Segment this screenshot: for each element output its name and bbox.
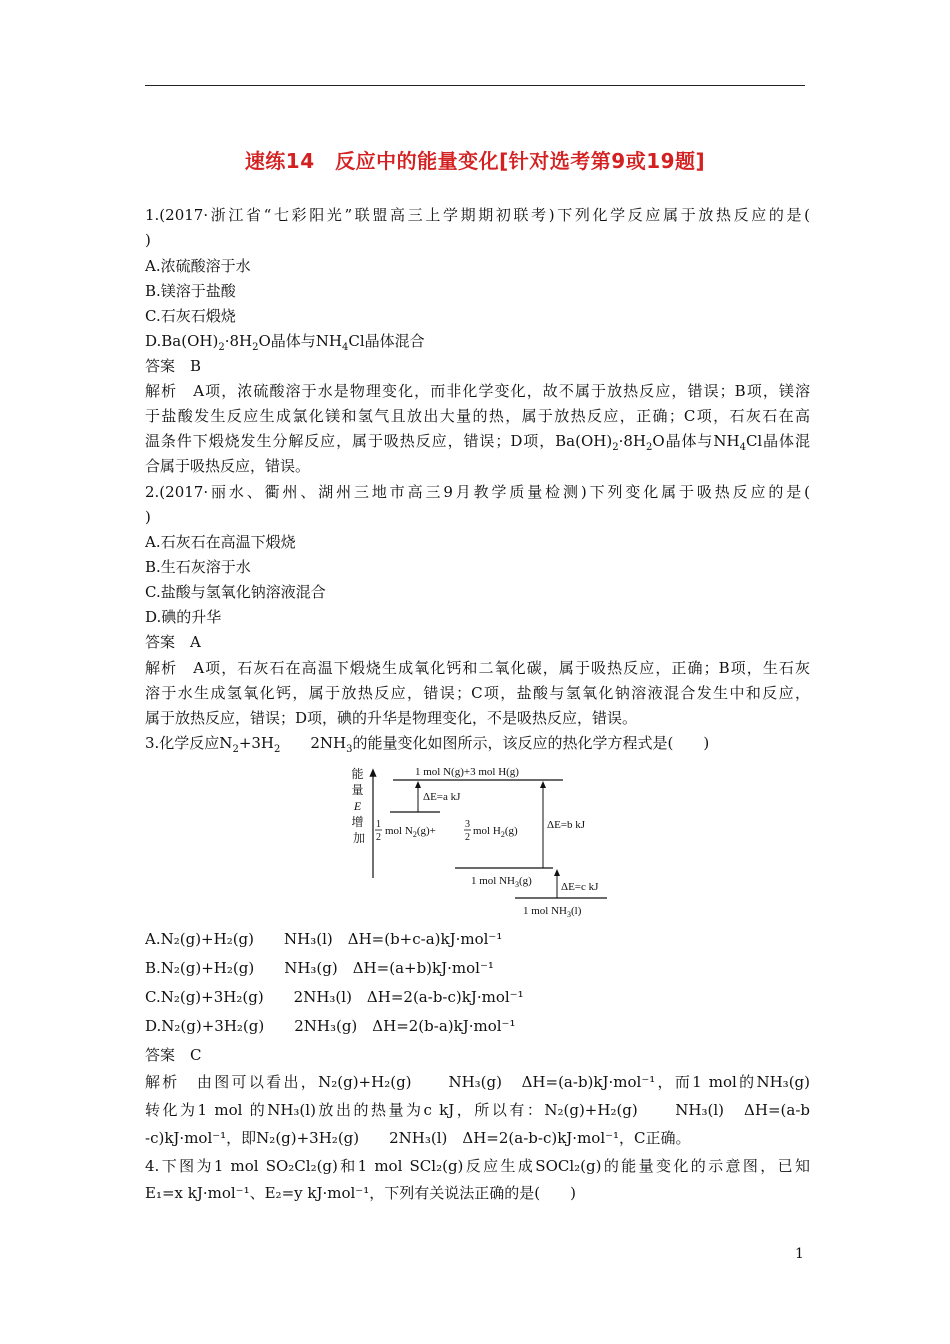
q2-explanation-1: 解析 A项，石灰石在高温下煅烧生成氧化钙和二氧化碳，属于吸热反应，正确；B项，生石灰 [145,659,810,677]
level-nh3-liquid-label: 1 mol $NH_3(l)$ [523,905,582,919]
q2-option-a: A.石灰石在高温下煅烧 [145,533,296,551]
q2-stem-line-2: ) [145,508,151,526]
q2-explanation-2: 溶于水生成氢氧化钙，属于放热反应，错误；C项，盐酸与氢氧化钠溶液混合发生中和反应， [145,684,810,702]
energy-axis-label: 能 量 E 增 加 [351,767,366,845]
frac-half-den: 2 [376,832,381,843]
q1-option-d: $D.Ba(OH)_2\cdot 8H_2O$晶体与$NH_4Cl$晶体混合 [145,332,425,351]
delta-a-label: ΔE=a kJ [423,791,461,803]
q4-stem-line-1: 4.下图为1 mol SO₂Cl₂(g)和1 mol SCl₂(g)反应生成SOCl₂(g)的能量变化的示意图，已知 [145,1157,810,1175]
q3-answer: 答案 C [145,1046,202,1064]
q3-option-c: C.N₂(g)+3H₂(g) 2NH₃(l) ΔH=2(a-b-c)kJ·mol⁻¹ [145,988,524,1006]
q3-option-b: B.N₂(g)+H₂(g) NH₃(g) ΔH=(a+b)kJ·mol⁻¹ [145,959,494,977]
q3-explanation-1: 解析 由图可以看出，N₂(g)+H₂(g) NH₃(g) ΔH=(a-b)kJ·mol⁻¹，而1 mol的NH₃(g) [145,1073,810,1091]
page-number: 1 [795,1246,804,1262]
q1-explanation-4: 合属于吸热反应，错误。 [145,457,311,475]
q1-stem-line-1: 1.(2017·浙江省“七彩阳光”联盟高三上学期期初联考)下列化学反应属于放热反应的是( [145,206,810,224]
q1-option-b: B.镁溶于盐酸 [145,282,236,300]
q2-option-b: B.生石灰溶于水 [145,558,251,576]
q1-explanation-2: 于盐酸发生反应生成氯化镁和氢气且放出大量的热，属于放热反应，正确；C项，石灰石在高 [145,407,810,425]
level-atoms-label: 1 mol N(g)+3 mol H(g) [415,766,519,778]
energy-level-diagram [345,760,610,924]
delta-b-label: ΔE=b kJ [547,819,586,831]
q2-answer: 答案 A [145,633,201,651]
header-rule [145,85,805,86]
q1-option-c: C.石灰石煅烧 [145,307,236,325]
frac-threehalves-num: 3 [465,819,470,830]
frac-half-num: 1 [376,819,381,830]
level-nh3-gas-label: 1 mol $NH_3(g)$ [471,875,532,889]
page-title: 速练14 反应中的能量变化[针对选考第9或19题] [244,149,706,173]
q3-explanation-2: 转化为1 mol 的NH₃(l)放出的热量为c kJ，所以有：N₂(g)+H₂(g) NH₃(l) ΔH=(a-b [145,1101,810,1119]
q2-option-c: C.盐酸与氢氧化钠溶液混合 [145,583,326,601]
q1-explanation-1: 解析 A项，浓硫酸溶于水是物理变化，而非化学变化，故不属于放热反应，错误；B项，镁溶 [145,382,810,400]
q2-explanation-3: 属于放热反应，错误；D项，碘的升华是物理变化，不是吸热反应，错误。 [145,709,638,727]
q4-stem-line-2: E₁=x kJ·mol⁻¹、E₂=y kJ·mol⁻¹，下列有关说法正确的是( ) [145,1184,576,1202]
q2-option-d: D.碘的升华 [145,608,222,626]
frac-threehalves-den: 2 [465,832,470,843]
q1-stem-line-2: ) [145,231,151,249]
level-reactants-label: mol $N_2(g)+$ [385,825,436,839]
q3-stem: 3.化学反应$N_2+3H_2$ $2NH_3$的能量变化如图所示，该反应的热化学方程式是( ) [145,734,710,753]
q3-option-a: A.N₂(g)+H₂(g) NH₃(l) ΔH=(b+c-a)kJ·mol⁻¹ [145,930,503,948]
q1-option-a: A.浓硫酸溶于水 [145,257,251,275]
q2-stem-line-1: 2.(2017·丽水、衢州、湖州三地市高三9月教学质量检测)下列变化属于吸热反应的是( [145,483,810,501]
delta-c-label: ΔE=c kJ [561,881,599,893]
q1-explanation-3: 温条件下煅烧发生分解反应，属于吸热反应，错误；D项，$Ba(OH)_2\cdot 8H_2O$晶体与$NH_4Cl$晶体混 [145,432,810,451]
q1-answer: 答案 B [145,357,202,375]
q3-explanation-3: -c)kJ·mol⁻¹，即N₂(g)+3H₂(g) 2NH₃(l) ΔH=2(a-b-c)kJ·mol⁻¹，C正确。 [145,1129,691,1147]
q3-option-d: D.N₂(g)+3H₂(g) 2NH₃(g) ΔH=2(b-a)kJ·mol⁻¹ [145,1017,516,1035]
svg-text:mol H2(g): mol $H_2(g)$ [473,825,518,839]
